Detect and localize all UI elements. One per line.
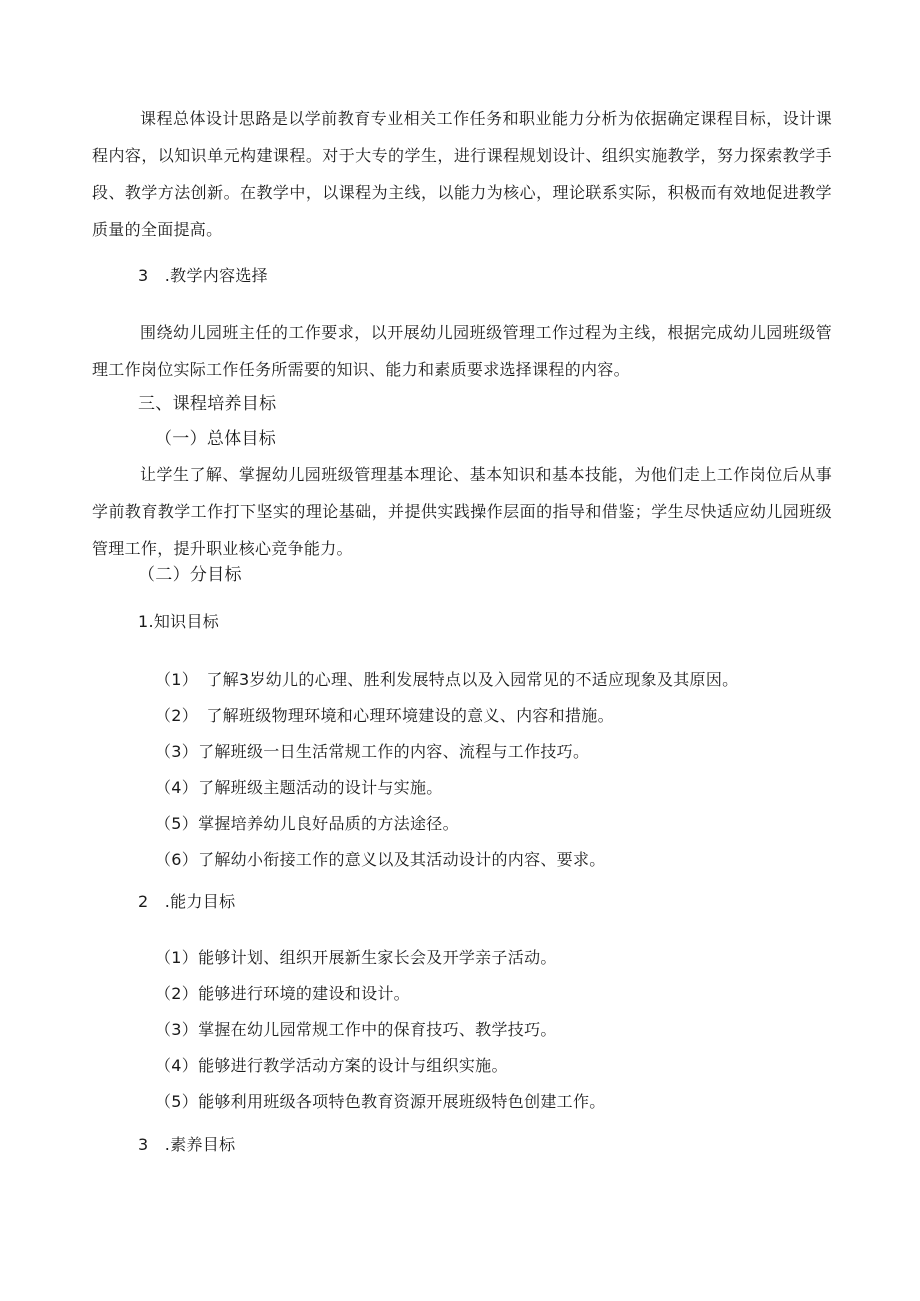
ability-item: （1）能够计划、组织开展新生家长会及开学亲子活动。 — [155, 948, 557, 967]
knowledge-item: （3）了解班级一日生活常规工作的内容、流程与工作技巧。 — [155, 742, 590, 761]
heading-knowledge-goals: 1.知识目标 — [138, 612, 220, 631]
knowledge-item: （6）了解幼小衔接工作的意义以及其活动设计的内容、要求。 — [155, 850, 606, 869]
ability-item: （5）能够利用班级各项特色教育资源开展班级特色创建工作。 — [155, 1092, 606, 1111]
paragraph-course-design: 课程总体设计思路是以学前教育专业相关工作任务和职业能力分析为依据确定课程目标，设计课程内容，以知识单元构建课程。对于大专的学生，进行课程规划设计、组织实施教学，努力探索教学手段、教学方法创新。在教学中，以课程为主线，以能力为核心，理论联系实际，积极而有效地促进教学质量的全面提高。 — [92, 109, 832, 239]
paragraph-overall-goal: 让学生了解、掌握幼儿园班级管理基本理论、基本知识和基本技能，为他们走上工作岗位后从事学前教育教学工作打下坚实的理论基础，并提供实践操作层面的指导和借鉴；学生尽快适应幼儿园班级管理工作，提升职业核心竞争能力。 — [92, 465, 832, 558]
paragraph-teaching-content: 围绕幼儿园班主任的工作要求，以开展幼儿园班级管理工作过程为主线，根据完成幼儿园班级管理工作岗位实际工作任务所需要的知识、能力和素质要求选择课程的内容。 — [92, 323, 832, 379]
heading-overall-goal: （一）总体目标 — [155, 429, 277, 449]
ability-item: （2）能够进行环境的建设和设计。 — [155, 984, 410, 1003]
knowledge-item: （4）了解班级主题活动的设计与实施。 — [155, 778, 443, 797]
heading-sub-goals: （二）分目标 — [138, 565, 242, 585]
knowledge-item: （5）掌握培养幼儿良好品质的方法途径。 — [155, 814, 459, 833]
heading-quality-goals: 3 .素养目标 — [138, 1135, 236, 1154]
heading-ability-goals: 2 .能力目标 — [138, 892, 236, 911]
knowledge-item: （1） 了解3岁幼儿的心理、胜利发展特点以及入园常见的不适应现象及其原因。 — [155, 670, 739, 689]
heading-course-goals: 三、课程培养目标 — [138, 394, 277, 414]
knowledge-item: （2） 了解班级物理环境和心理环境建设的意义、内容和措施。 — [155, 706, 614, 725]
heading-teaching-content: 3 .教学内容选择 — [138, 266, 268, 285]
ability-item: （4）能够进行教学活动方案的设计与组织实施。 — [155, 1056, 508, 1075]
ability-item: （3）掌握在幼儿园常规工作中的保育技巧、教学技巧。 — [155, 1020, 557, 1039]
